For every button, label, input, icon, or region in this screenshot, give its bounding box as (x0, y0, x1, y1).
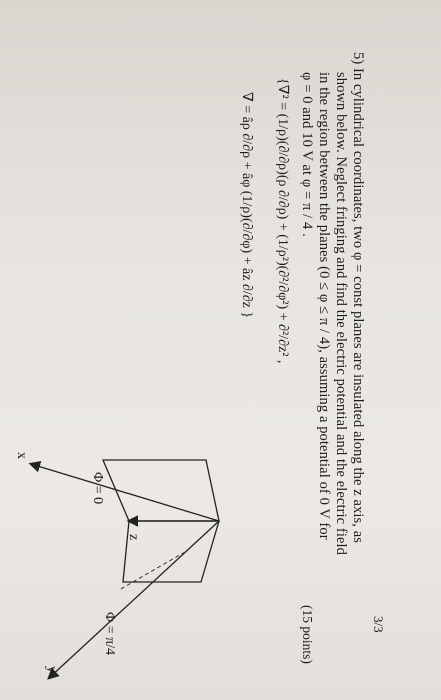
dashed-guide-line (119, 552, 185, 590)
y-axis-label: y (44, 666, 59, 673)
laplacian-equation: {∇² = (1/ρ)(∂/∂ρ)(ρ ∂/∂ρ) + (1/ρ²)(∂²/∂φ²) + ∂²/∂z² , (275, 78, 290, 364)
gradient-equation: ∇ = âρ ∂/∂ρ + âφ (1/ρ)(∂/∂φ) + âz ∂/∂z } (239, 92, 254, 319)
problem-line-4: φ = 0 and 10 V at φ = π / 4 . (299, 72, 315, 237)
plane-phi-pi4-label: Φ = π/4 (102, 612, 117, 656)
points-label: (15 points) (300, 605, 315, 664)
x-axis-label: x (14, 452, 29, 459)
problem-line-3: in the region between the planes (0 ≤ φ ≤ π / 4), assuming a potential of 0 V for (316, 72, 332, 540)
page-number: 3/3 (371, 616, 386, 633)
plane-phi-0-label: Φ = 0 (90, 472, 105, 505)
y-axis-line (49, 521, 219, 678)
problem-line-1: 5) In cylindrical coordinates, two φ = const planes are insulated along the z axis, as (350, 52, 366, 544)
z-axis-label: z (126, 534, 141, 541)
problem-line-2: shown below. Neglect fringing and find the electric potential and the electric field (333, 72, 349, 555)
plane-phi-pi4 (123, 521, 219, 582)
